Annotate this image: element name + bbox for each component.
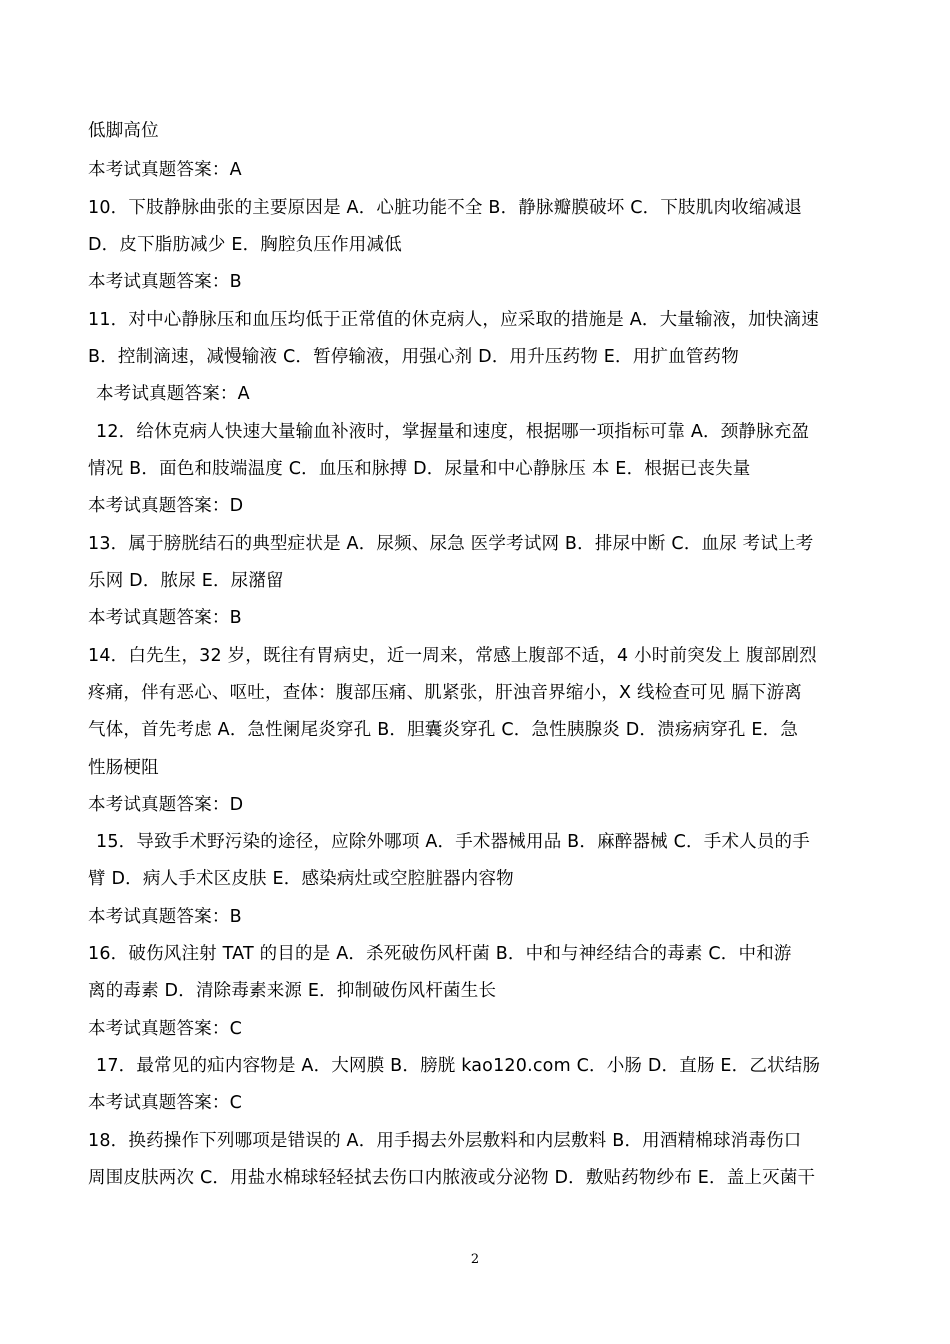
answer-line: 本考试真题答案：A: [88, 160, 242, 180]
question-line: 16．破伤风注射 TAT 的目的是 A．杀死破伤风杆菌 B．中和与神经结合的毒素 C．中和游: [88, 944, 792, 964]
question-line: 15．导致手术野污染的途径，应除外哪项 A．手术器械用品 B．麻醉器械 C．手术人员的手: [96, 832, 810, 852]
answer-line: 本考试真题答案：C: [88, 1019, 243, 1039]
question-line: 14．白先生，32 岁，既往有胃病史，近一周来，常感上腹部不适，4 小时前突发上 腹部剧烈: [88, 646, 817, 666]
text-line: B．控制滴速，减慢输液 C．暂停输液，用强心剂 D．用升压药物 E．用扩血管药物: [88, 347, 739, 367]
text-line: 气体，首先考虑 A．急性阑尾炎穿孔 B．胆囊炎穿孔 C．急性胰腺炎 D．溃疡病穿孔 E．急: [88, 720, 799, 740]
text-line: 性肠梗阻: [88, 758, 159, 778]
answer-line: 本考试真题答案：B: [88, 608, 242, 628]
question-line: 10．下肢静脉曲张的主要原因是 A．心脏功能不全 B．静脉瓣膜破坏 C．下肢肌肉收缩减退: [88, 198, 802, 218]
question-line: 11．对中心静脉压和血压均低于正常值的休克病人，应采取的措施是 A．大量输液，加快滴速: [88, 310, 819, 330]
answer-line: 本考试真题答案：D: [88, 795, 244, 815]
answer-line: 本考试真题答案：A: [96, 384, 250, 404]
answer-line: 本考试真题答案：B: [88, 272, 242, 292]
text-line: 臂 D．病人手术区皮肤 E．感染病灶或空腔脏器内容物: [88, 869, 514, 889]
answer-line: 本考试真题答案：B: [88, 907, 242, 927]
text-line: 离的毒素 D．清除毒素来源 E．抑制破伤风杆菌生长: [88, 981, 497, 1001]
page-number: 2: [470, 1252, 480, 1267]
text-line: 低脚高位: [88, 121, 159, 141]
question-line: 12．给休克病人快速大量输血补液时，掌握量和速度，根据哪一项指标可靠 A．颈静脉充盈: [96, 422, 810, 442]
text-line: 乐网 D．脓尿 E．尿潴留: [88, 571, 284, 591]
text-line: 周围皮肤两次 C．用盐水棉球轻轻拭去伤口内脓液或分泌物 D．敷贴药物纱布 E．盖上灭菌干: [88, 1168, 816, 1188]
text-line: 疼痛，伴有恶心、呕吐，查体：腹部压痛、肌紧张，肝浊音界缩小，X 线检查可见 膈下游离: [88, 683, 803, 703]
answer-line: 本考试真题答案：D: [88, 496, 244, 516]
question-line: 13．属于膀胱结石的典型症状是 A．尿频、尿急 医学考试网 B．排尿中断 C．血尿 考试上考: [88, 534, 814, 554]
question-line: 17．最常见的疝内容物是 A．大网膜 B．膀胱 kao120.com C．小肠 D．直肠 E．乙状结肠: [96, 1056, 821, 1076]
answer-line: 本考试真题答案：C: [88, 1093, 243, 1113]
text-line: D．皮下脂肪减少 E．胸腔负压作用减低: [88, 235, 402, 255]
question-line: 18．换药操作下列哪项是错误的 A．用手揭去外层敷料和内层敷料 B．用酒精棉球消毒伤口: [88, 1131, 802, 1151]
text-line: 情况 B．面色和肢端温度 C．血压和脉搏 D．尿量和中心静脉压 本 E．根据已丧失量: [88, 459, 751, 479]
